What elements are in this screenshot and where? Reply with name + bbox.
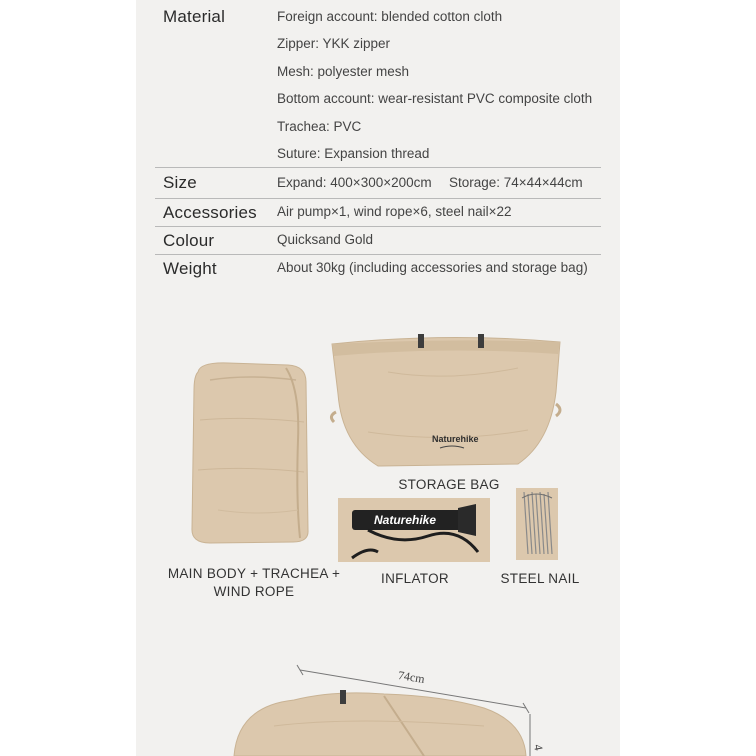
- steel-nail-image: [516, 484, 558, 560]
- spec-row-size: [155, 168, 601, 199]
- caption-main-body-line2: WIND ROPE: [213, 584, 295, 599]
- spec-value: Quicksand Gold: [277, 232, 374, 247]
- caption-inflator: INFLATOR: [381, 571, 449, 586]
- caption-main-body-line1: MAIN BODY + TRACHEA +: [167, 566, 341, 581]
- spec-row-colour: [155, 227, 601, 255]
- spec-label: Size: [163, 173, 197, 192]
- spec-row-weight: [155, 255, 601, 285]
- spec-value: Air pump×1, wind rope×6, steel nail×22: [277, 204, 512, 219]
- spec-row-accessories: [155, 199, 601, 227]
- spec-value: Trachea: PVC: [277, 119, 362, 134]
- spec-label: Colour: [163, 231, 215, 250]
- packed-bag-image: [234, 686, 534, 756]
- spec-value: Bottom account: wear-resistant PVC composite cloth: [277, 91, 593, 106]
- caption-steel-nail: STEEL NAIL: [500, 571, 580, 586]
- spec-value: Foreign account: blended cotton cloth: [277, 9, 503, 24]
- caption-main-body: [160, 565, 348, 601]
- dimension-height-label: 4: [531, 743, 546, 752]
- brand-logo: Naturehike: [432, 434, 479, 444]
- spec-value: Suture: Expansion thread: [277, 146, 430, 161]
- spec-value: Storage: 74×44×44cm: [449, 175, 583, 190]
- inflator-image: [338, 496, 490, 564]
- spec-table: [155, 0, 601, 285]
- main-body-image: [188, 360, 318, 560]
- spec-label: Material: [163, 7, 226, 26]
- spec-label: Accessories: [163, 203, 257, 222]
- spec-row-material: [155, 0, 601, 168]
- caption-storage-bag: STORAGE BAG: [398, 477, 500, 492]
- brand-logo: Naturehike: [374, 513, 437, 527]
- dimension-width-label: 74cm: [397, 668, 426, 687]
- spec-value: Expand: 400×300×200cm: [277, 175, 432, 190]
- spec-value: About 30kg (including accessories and storage bag): [277, 260, 588, 275]
- spec-value: Mesh: polyester mesh: [277, 64, 410, 79]
- storage-bag-image: [328, 332, 564, 472]
- spec-label: Weight: [163, 259, 217, 278]
- spec-value: Zipper: YKK zipper: [277, 36, 391, 51]
